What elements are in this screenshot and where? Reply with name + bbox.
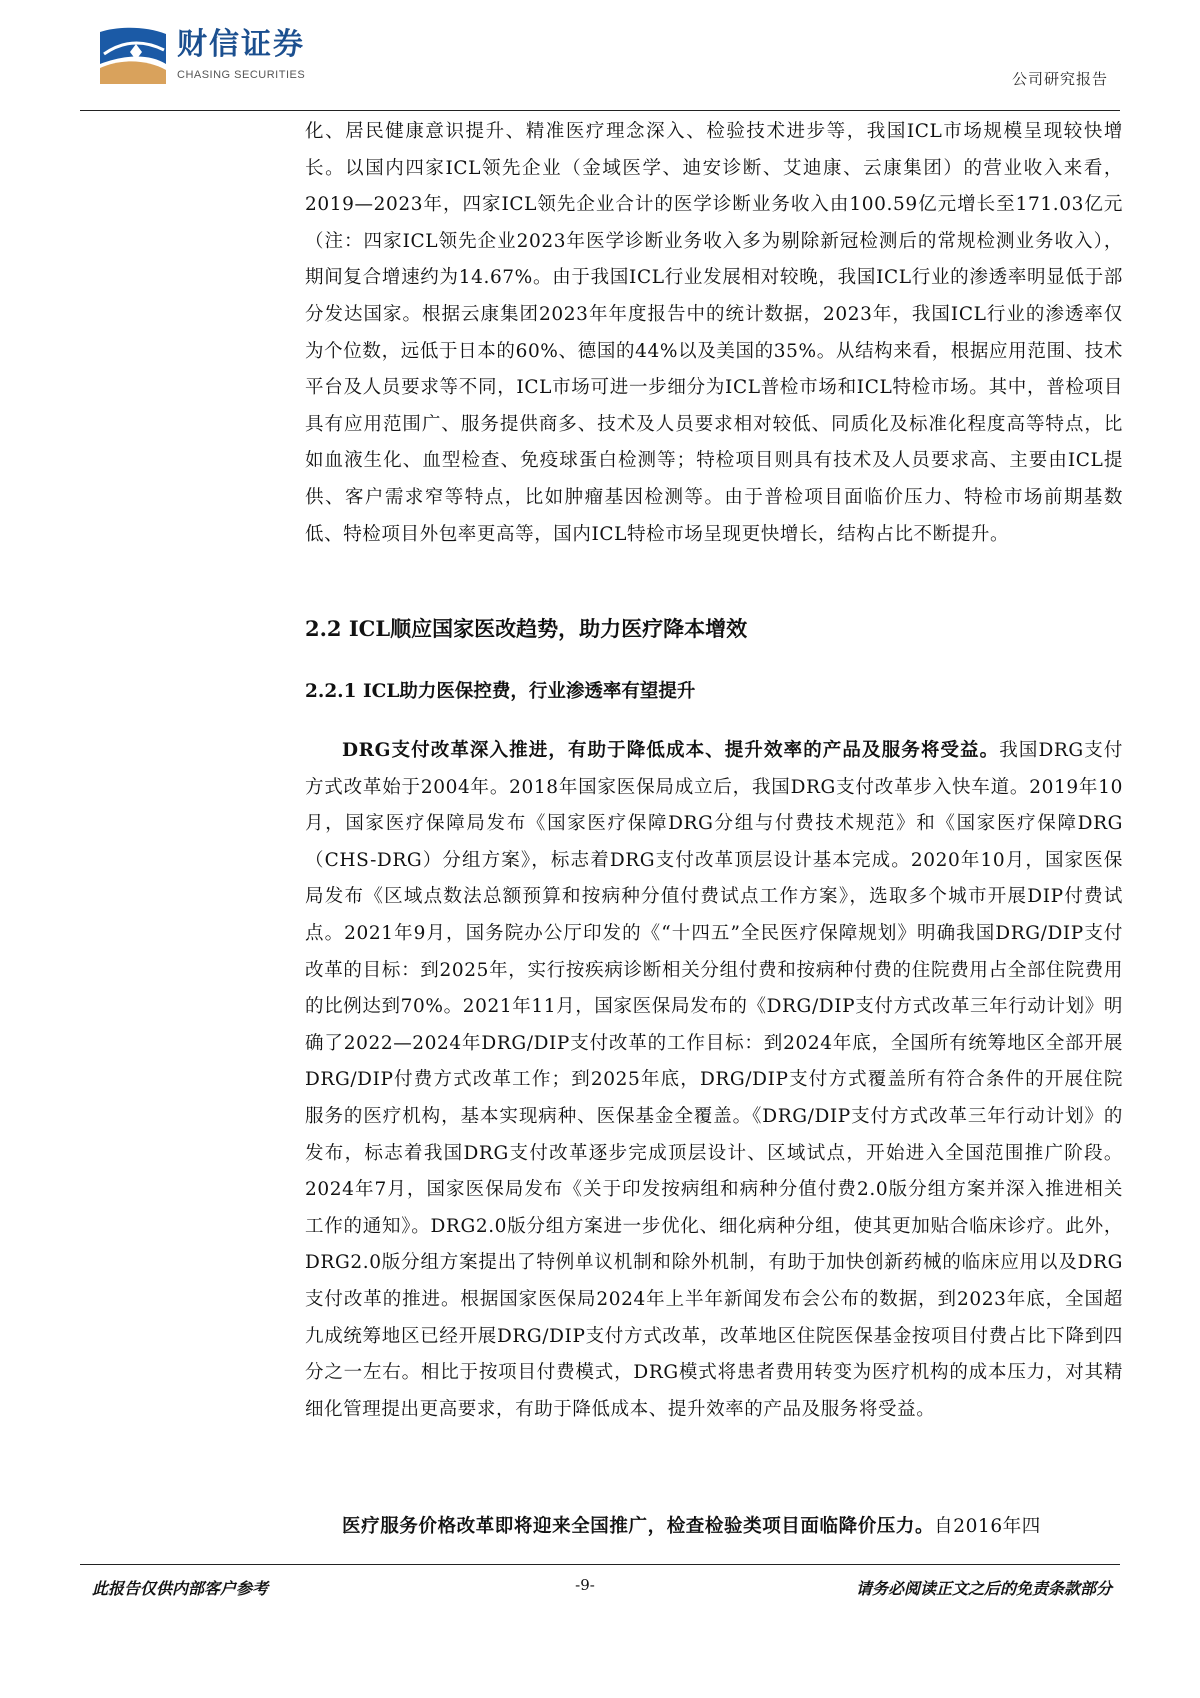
paragraph-lead-bold: 医疗服务价格改革即将迎来全国推广，检查检验类项目面临降价压力。 xyxy=(342,1516,935,1537)
footer-disclaimer-right: 请务必阅读正文之后的免责条款部分 xyxy=(855,1579,1112,1598)
paragraph-drg-reform xyxy=(305,733,1123,1428)
report-type-label: 公司研究报告 xyxy=(1011,70,1108,88)
paragraph-body-text: 我国DRG支付方式改革始于2004年。2018年国家医保局成立后，我国DRG支付改革步入快车道。2019年10月，国家医疗保障局发布《国家医疗保障DRG分组与付费技术规范》和《国家医疗保障DRG（CHS-DRG）分组方案》，标志着DRG支付改革顶层设计基本完成。2020年10月，国家医保局发布《区域点数法总额预算和按病种分值付费试点工作方案》，选取多个城市开展DIP付费试点。2021年9月，国务院办公厅印发的《“十四五”全民医疗保障规划》明确我国DRG/DIP支付改革的目标：到2025年，实行按疾病诊断相关分组付费和按病种付费的住院费用占全部住院费用的比例达到70%。2021年11月，国家医保局发布的《DRG/DIP支付方式改革三年行动计划》明确了2022—2024年DRG/DIP支付改革的工作目标：到2024年底，全国所有统筹地区全部开展DRG/DIP付费方式改革工作；到2025年底，DRG/DIP支付方式覆盖所有符合条件的开展住院服务的医疗机构，基本实现病种、医保基金全覆盖。《DRG/DIP支付方式改革三年行动计划》的发布，标志着我国DRG支付改革逐步完成顶层设计、区域试点，开始进入全国范围推广阶段。2024年7月，国家医保局发布《关于印发按病组和病种分值付费2.0版分组方案并深入推进相关工作的通知》。DRG2.0版分组方案进一步优化、细化病种分组，使其更加贴合临床诊疗。此外，DRG2.0版分组方案提出了特例单议机制和除外机制，有助于加快创新药械的临床应用以及DRG支付改革的推进。根据国家医保局2024年上半年新闻发布会公布的数据，到2023年底，全国超九成统筹地区已经开展DRG/DIP支付方式改革，改革地区住院医保基金按项目付费占比下降到四分之一左右。相比于按项目付费模式，DRG模式将患者费用转变为医疗机构的成本压力，对其精细化管理提出更高要求，有助于降低成本、提升效率的产品及服务将受益。 xyxy=(305,740,1123,1420)
footer-divider xyxy=(80,1564,1120,1565)
footer-disclaimer-left: 此报告仅供内部客户参考 xyxy=(92,1579,269,1598)
paragraph-lead-bold: DRG支付改革深入推进，有助于降低成本、提升效率的产品及服务将受益。 xyxy=(342,740,1000,761)
body-section-top xyxy=(305,114,1123,553)
body-section-price-reform xyxy=(305,1509,1123,1546)
page-header xyxy=(0,0,1200,118)
paragraph-body-text: 自2016年四 xyxy=(934,1516,1041,1537)
header-divider xyxy=(80,110,1120,111)
page-number: -9- xyxy=(575,1576,595,1594)
paragraph-price-reform xyxy=(305,1509,1123,1546)
body-section-drg xyxy=(305,733,1123,1428)
paragraph-icl-market: 化、居民健康意识提升、精准医疗理念深入、检验技术进步等，我国ICL市场规模呈现较快增长。以国内四家ICL领先企业（金域医学、迪安诊断、艾迪康、云康集团）的营业收入来看，2019—2023年，四家ICL领先企业合计的医学诊断业务收入由100.59亿元增长至171.03亿元（注：四家ICL领先企业2023年医学诊断业务收入多为剔除新冠检测后的常规检测业务收入），期间复合增速约为14.67%。由于我国ICL行业发展相对较晚，我国ICL行业的渗透率明显低于部分发达国家。根据云康集团2023年年度报告中的统计数据，2023年，我国ICL行业的渗透率仅为个位数，远低于日本的60%、德国的44%以及美国的35%。从结构来看，根据应用范围、技术平台及人员要求等不同，ICL市场可进一步细分为ICL普检市场和ICL特检市场。其中，普检项目具有应用范围广、服务提供商多、技术及人员要求相对较低、同质化及标准化程度高等特点，比如血液生化、血型检查、免疫球蛋白检测等；特检项目则具有技术及人员要求高、主要由ICL提供、客户需求窄等特点，比如肿瘤基因检测等。由于普检项目面临价压力、特检市场前期基数低、特检项目外包率更高等，国内ICL特检市场呈现更快增长，结构占比不断提升。 xyxy=(305,121,1123,545)
logo-chinese-name: 财信证券 xyxy=(177,27,305,62)
logo-english-name: CHASING SECURITIES xyxy=(177,69,306,81)
section-heading-2-2: 2.2 ICL顺应国家医改趋势，助力医疗降本增效 xyxy=(305,616,748,641)
subsection-heading-2-2-1: 2.2.1 ICL助力医保控费，行业渗透率有望提升 xyxy=(305,681,696,702)
company-logo-icon xyxy=(96,24,168,88)
